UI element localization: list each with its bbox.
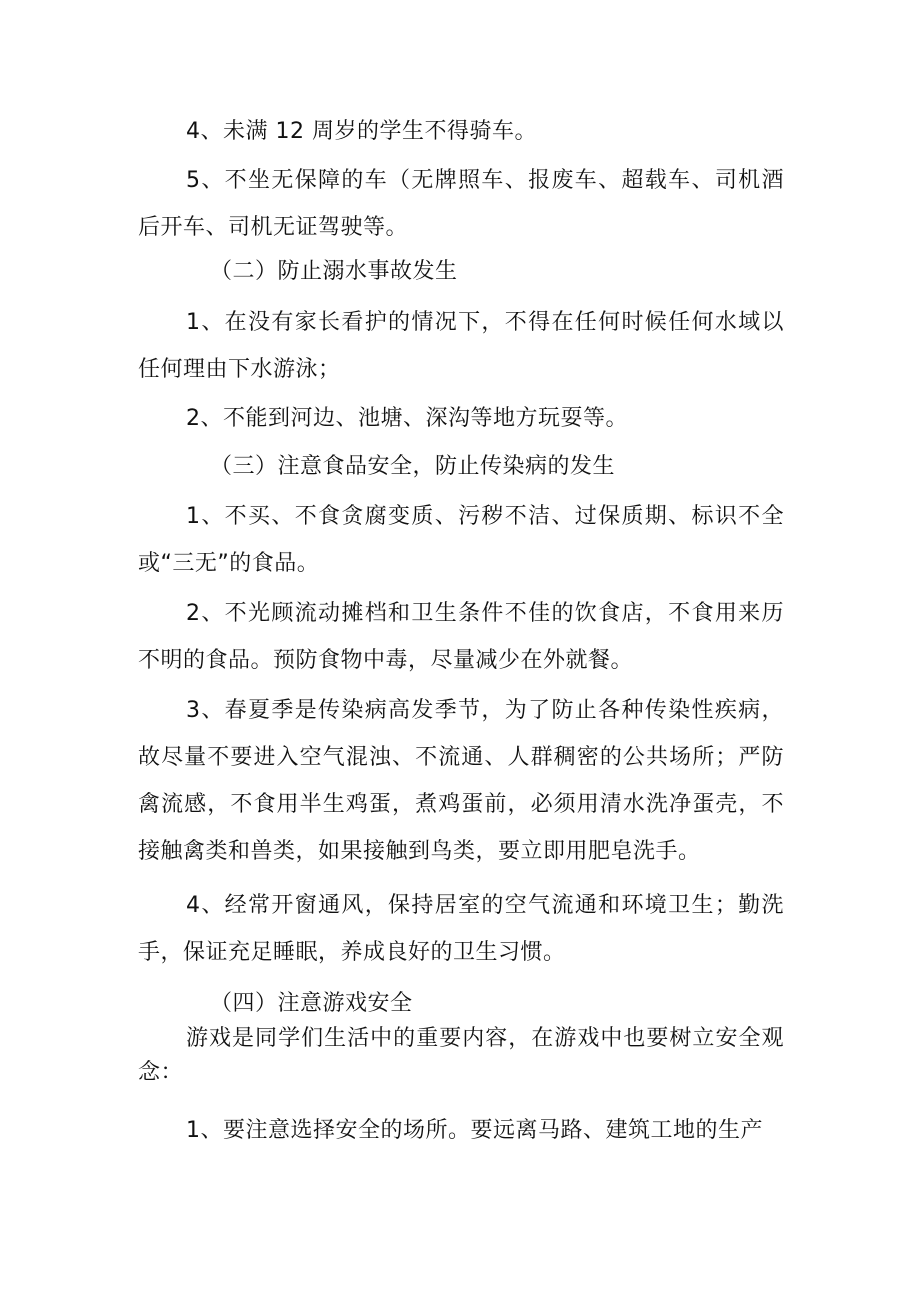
heading-game-safety: （四）注意游戏安全 <box>210 991 413 1016</box>
paragraph-drowning-rule-1: 1、在没有家长看护的情况下，不得在任何时候任何水域以任何理由下水游泳； <box>138 310 784 382</box>
paragraph-food-rule-1: 1、不买、不食贪腐变质、污秽不洁、过保质期、标识不全或“三无”的食品。 <box>138 504 784 576</box>
paragraph-food-rule-4: 4、经常开窗通风，保持居室的空气流通和环境卫生；勤洗手，保证充足睡眠，养成良好的卫生习惯。 <box>138 893 784 965</box>
heading-drowning-prevention: （二）防止溺水事故发生 <box>210 259 458 284</box>
paragraph-rule-5-vehicles: 5、不坐无保障的车（无牌照车、报废车、超载车、司机酒后开车、司机无证驾驶等。 <box>138 168 784 240</box>
paragraph-game-intro: 游戏是同学们生活中的重要内容，在游戏中也要树立安全观念： <box>138 1026 784 1085</box>
paragraph-food-rule-3: 3、春夏季是传染病高发季节，为了防止各种传染性疾病，故尽量不要进入空气混浊、不流通、人群稠密的公共场所；严防禽流感，不食用半生鸡蛋，煮鸡蛋前，必须用清水洗净蛋壳，不接触禽类和兽类，如果接触到鸟类，要立即用肥皂洗手。 <box>138 698 784 864</box>
paragraph-food-rule-2: 2、不光顾流动摊档和卫生条件不佳的饮食店，不食用来历不明的食品。预防食物中毒，尽量减少在外就餐。 <box>138 601 784 673</box>
heading-food-safety: （三）注意食品安全，防止传染病的发生 <box>210 454 616 479</box>
paragraph-rule-4-cycling: 4、未满 12 周岁的学生不得骑车。 <box>186 119 537 144</box>
paragraph-game-rule-1: 1、要注意选择安全的场所。要远离马路、建筑工地的生产 <box>186 1118 763 1143</box>
paragraph-drowning-rule-2: 2、不能到河边、池塘、深沟等地方玩耍等。 <box>186 406 628 431</box>
